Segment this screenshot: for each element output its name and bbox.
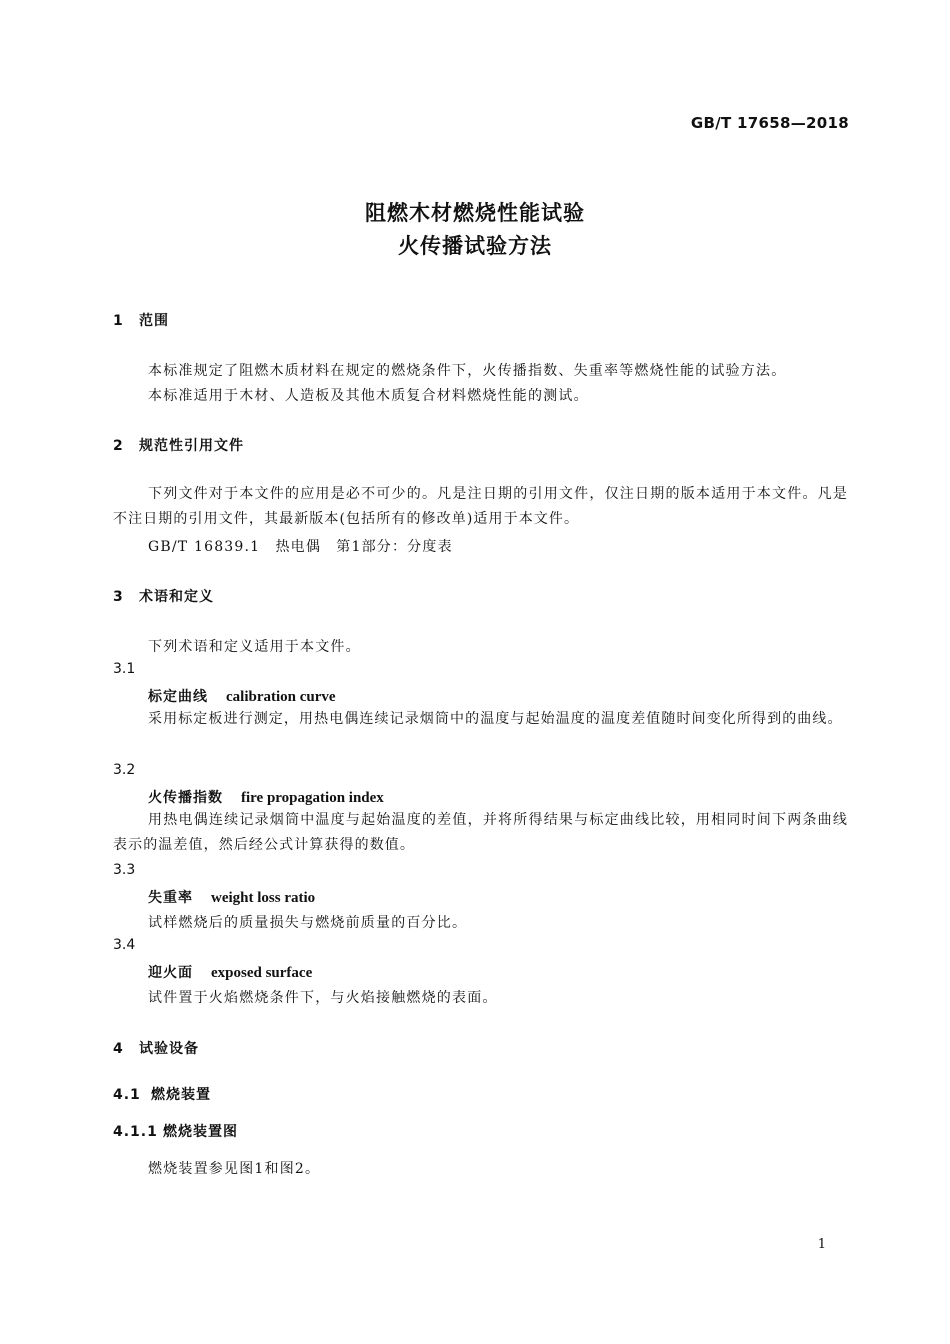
term-definition: 试样燃烧后的质量损失与燃烧前质量的百分比。 [148, 915, 468, 931]
section-1-paragraph-2: 本标准适用于木材、人造板及其他木质复合材料燃烧性能的测试。 [148, 388, 589, 404]
term-chinese: 标定曲线 [148, 689, 208, 705]
term-chinese: 火传播指数 [148, 790, 223, 806]
section-3-heading [113, 586, 214, 606]
term-entry [148, 686, 336, 706]
section-number: 2 [113, 438, 124, 454]
term-entry [148, 962, 312, 982]
document-number: GB/T 17658—2018 [690, 114, 849, 132]
document-title-line2: 火传播试验方法 [398, 234, 552, 258]
section-number: 1 [113, 313, 124, 329]
term-chinese: 失重率 [148, 890, 193, 906]
page-number: 1 [817, 1237, 826, 1252]
section-1-paragraph-1: 本标准规定了阻燃木质材料在规定的燃烧条件下，火传播指数、失重率等燃烧性能的试验方法。 [148, 363, 787, 379]
term-number: 3.1 [113, 661, 136, 677]
section-1-heading [113, 310, 169, 330]
term-english: fire propagation index [241, 790, 384, 806]
term-english: calibration curve [226, 689, 336, 705]
term-english: exposed surface [211, 965, 313, 981]
term-number: 3.3 [113, 862, 136, 878]
section-number: 4.1.1 [113, 1124, 158, 1140]
section-title: 燃烧装置 [151, 1087, 211, 1103]
term-entry [148, 787, 384, 807]
term-definition: 用热电偶连续记录烟筒中温度与起始温度的差值，并将所得结果与标定曲线比较，用相同时间下两条曲线表示的温差值，然后经公式计算获得的数值。 [113, 812, 848, 853]
document-title-line1: 阻燃木材燃烧性能试验 [365, 201, 585, 225]
section-number: 4.1 [113, 1087, 141, 1103]
term-definition: 采用标定板进行测定，用热电偶连续记录烟筒中的温度与起始温度的温度差值随时间变化所得到的曲线。 [148, 711, 843, 727]
section-2-heading [113, 435, 244, 455]
section-title: 燃烧装置图 [163, 1124, 238, 1140]
subsection-4-1-1-heading [113, 1121, 238, 1141]
section-title: 术语和定义 [139, 589, 214, 605]
section-3-intro: 下列术语和定义适用于本文件。 [148, 639, 361, 655]
section-4-paragraph-1: 燃烧装置参见图1和图2。 [148, 1161, 321, 1177]
subsection-4-1-heading [113, 1084, 211, 1104]
normative-reference: GB/T 16839.1 热电偶 第1部分：分度表 [148, 539, 453, 555]
term-number: 3.4 [113, 937, 136, 953]
term-english: weight loss ratio [211, 890, 316, 906]
section-title: 试验设备 [139, 1041, 199, 1057]
term-chinese: 迎火面 [148, 965, 193, 981]
section-4-heading [113, 1038, 199, 1058]
section-number: 4 [113, 1041, 124, 1057]
section-2-paragraph-1: 下列文件对于本文件的应用是必不可少的。凡是注日期的引用文件，仅注日期的版本适用于本文件。凡是不注日期的引用文件，其最新版本(包括所有的修改单)适用于本文件。 [113, 486, 848, 527]
term-number: 3.2 [113, 762, 136, 778]
section-number: 3 [113, 589, 124, 605]
section-title: 范围 [139, 313, 169, 329]
term-entry [148, 887, 315, 907]
section-title: 规范性引用文件 [139, 438, 244, 454]
term-definition: 试件置于火焰燃烧条件下，与火焰接触燃烧的表面。 [148, 990, 498, 1006]
